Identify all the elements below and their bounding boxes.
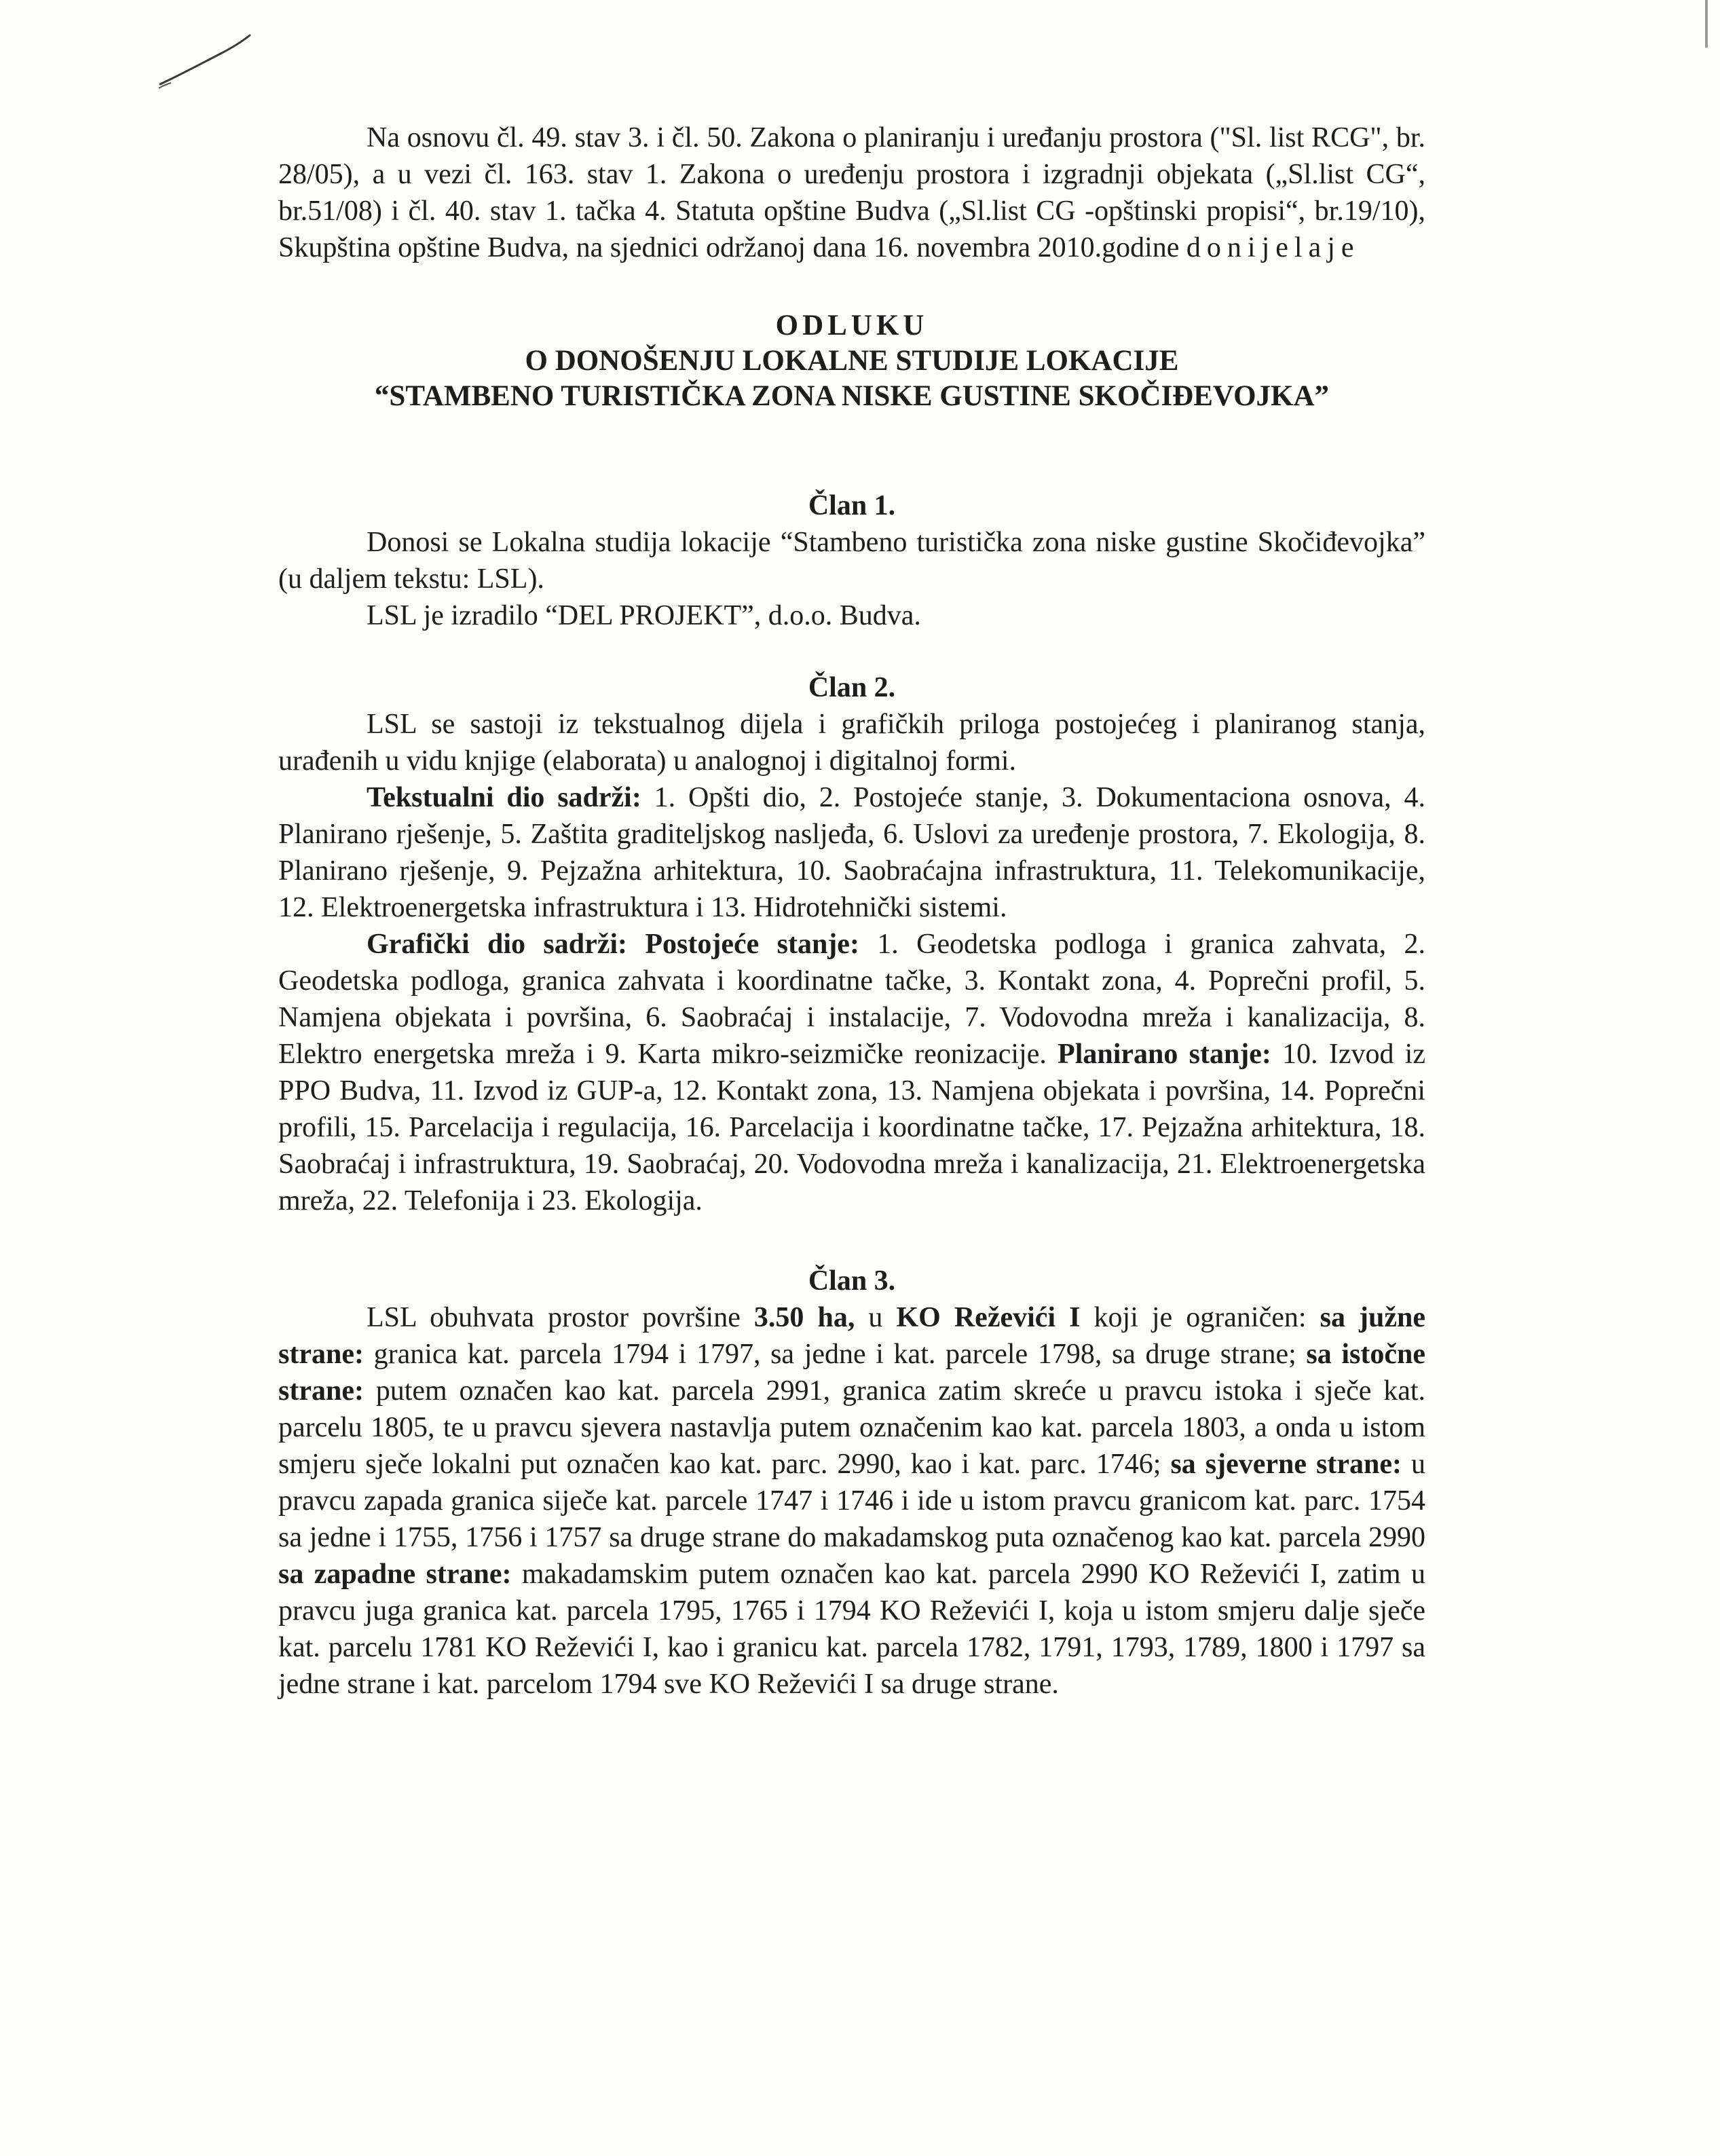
area-value: 3.50 ha, bbox=[753, 1302, 855, 1333]
south-side-text: granica kat. parcela 1794 i 1797, sa jedne i kat. parcele 1798, sa druge strane; bbox=[363, 1339, 1307, 1370]
article-2-textual-part bbox=[278, 779, 1425, 926]
preamble-text: Na osnovu čl. 49. stav 3. i čl. 50. Zakona o planiranju i uređanju prostora ("Sl. list RCG", br. 28/05), a u vezi čl. 163. stav 1. Zakona o uređenju prostora i izgradnji objekata („Sl.list CG“, br.51/08) i čl. 40. stav 1. tačka 4. Statuta opštine Budva („Sl.list CG -opštinski propisi“, br.19/10), Skupština opštine Budva, na sjednici održanoj dana 16. novembra 2010.godine bbox=[278, 122, 1425, 263]
graphic-part-label: Grafički dio sadrži: Postojeće stanje: bbox=[367, 929, 859, 960]
title-line-2: O DONOŠENJU LOKALNE STUDIJE LOKACIJE bbox=[525, 345, 1179, 377]
article-3-connector: u bbox=[855, 1302, 897, 1333]
title-line-3: “STAMBENO TURISTIČKA ZONA NISKE GUSTINE SKOČIĐEVOJKA” bbox=[374, 380, 1330, 412]
south-side-label: sa južne strane: bbox=[278, 1302, 1425, 1370]
preamble-closing: donijelaje bbox=[1186, 232, 1360, 263]
article-2-heading: Član 2. bbox=[808, 672, 896, 703]
east-side-text: putem označen kao kat. parcela 2991, granica zatim skreće u pravcu istoka i sječe kat. parcelu 1805, te u pravcu sjevera nastavlja putem označenim kao kat. parcela 1803, a onda u istom smjeru sječe lokalni put označen kao kat. parc. 2990, kao i kat. parc. 1746; bbox=[278, 1375, 1425, 1480]
pen-stroke-mark bbox=[157, 30, 253, 91]
north-side-text: u pravcu zapada granica siječe kat. parcele 1747 i 1746 i ide u istom pravcu granicom kat. parc. 1754 sa jedne i 1755, 1756 i 1757 sa druge strane do makadamskog puta označenog kao kat. parcela 2990 bbox=[278, 1449, 1426, 1553]
planned-state-items: 10. Izvod iz PPO Budva, 11. Izvod iz GUP-a, 12. Kontakt zona, 13. Namjena objekata i površina, 14. Poprečni profili, 15. Parcelacija i regulacija, 16. Parcelacija i koordinatne tačke, 17. Pejzažna arhitektura, 18. Saobraćaj i infrastruktura, 19. Saobraćaj, 20. Vodovodna mreža i kanalizacija, 21. Elektroenergetska mreža, 22. Telefonija i 23. Ekologija. bbox=[278, 1039, 1425, 1216]
article-3-paragraph bbox=[278, 1299, 1425, 1703]
cadastral-municipality: KO Reževići I bbox=[896, 1302, 1081, 1333]
east-side-label: sa istočne strane: bbox=[278, 1339, 1425, 1407]
article-1-paragraph-2: LSL je izradilo “DEL PROJEKT”, d.o.o. Budva. bbox=[367, 600, 921, 631]
north-side-label: sa sjeverne strane: bbox=[1170, 1449, 1402, 1480]
planned-state-label: Planirano stanje: bbox=[1058, 1039, 1271, 1070]
textual-part-label: Tekstualni dio sadrži: bbox=[367, 782, 641, 813]
article-3-heading: Član 3. bbox=[808, 1265, 896, 1297]
graphic-part-items: 1. Geodetska podloga i granica zahvata, 2. Geodetska podloga, granica zahvata i koordinatne tačke, 3. Kontakt zona, 4. Poprečni profil, 5. Namjena objekata i površina, 6. Saobraćaj i instalacije, 7. Vodovodna mreža i kanalizacija, 8. Elektro energetska mreža i 9. Karta mikro-seizmičke reonizacije. bbox=[278, 929, 1425, 1070]
article-3-bounded: koji je ograničen: bbox=[1080, 1302, 1320, 1333]
west-side-text: makadamskim putem označen kao kat. parcela 2990 KO Reževići I, zatim u pravcu juga granica kat. parcela 1795, 1765 i 1794 KO Reževići I, koja u istom smjeru dalje sječe kat. parcelu 1781 KO Reževići I, kao i granicu kat. parcela 1782, 1791, 1793, 1789, 1800 i 1797 sa jedne strane i kat. parcelom 1794 sve KO Reževići I sa druge strane. bbox=[278, 1559, 1425, 1700]
article-1-heading: Član 1. bbox=[808, 490, 896, 521]
article-2-paragraph-1: LSL se sastoji iz tekstualnog dijela i grafičkih priloga postojećeg i planiranog stanja, urađenih u vidu knjige (elaborata) u analognoj i digitalnoj formi. bbox=[278, 709, 1425, 777]
article-3-intro: LSL obuhvata prostor površine bbox=[367, 1302, 754, 1333]
document-body bbox=[278, 119, 1425, 1703]
preamble bbox=[278, 119, 1425, 266]
decision-title bbox=[278, 308, 1425, 414]
article-2-graphic-part bbox=[278, 926, 1425, 1219]
west-side-label: sa zapadne strane: bbox=[278, 1559, 512, 1590]
textual-part-items: 1. Opšti dio, 2. Postojeće stanje, 3. Dokumentaciona osnova, 4. Planirano rješenje, 5. Zaštita graditeljskog nasljeđa, 6. Uslovi za uređenje prostora, 7. Ekologija, 8. Planirano rješenje, 9. Pejzažna arhitektura, 10. Saobraćajna infrastruktura, 11. Telekomunikacije, 12. Elektroenergetska infrastruktura i 13. Hidrotehnički sistemi. bbox=[278, 782, 1425, 923]
title-line-1: ODLUKU bbox=[775, 310, 929, 341]
scan-edge-mark bbox=[1705, 0, 1708, 48]
article-1-paragraph-1: Donosi se Lokalna studija lokacije “Stambeno turistička zona niske gustine Skočiđevojka” (u daljem tekstu: LSL). bbox=[278, 527, 1425, 595]
